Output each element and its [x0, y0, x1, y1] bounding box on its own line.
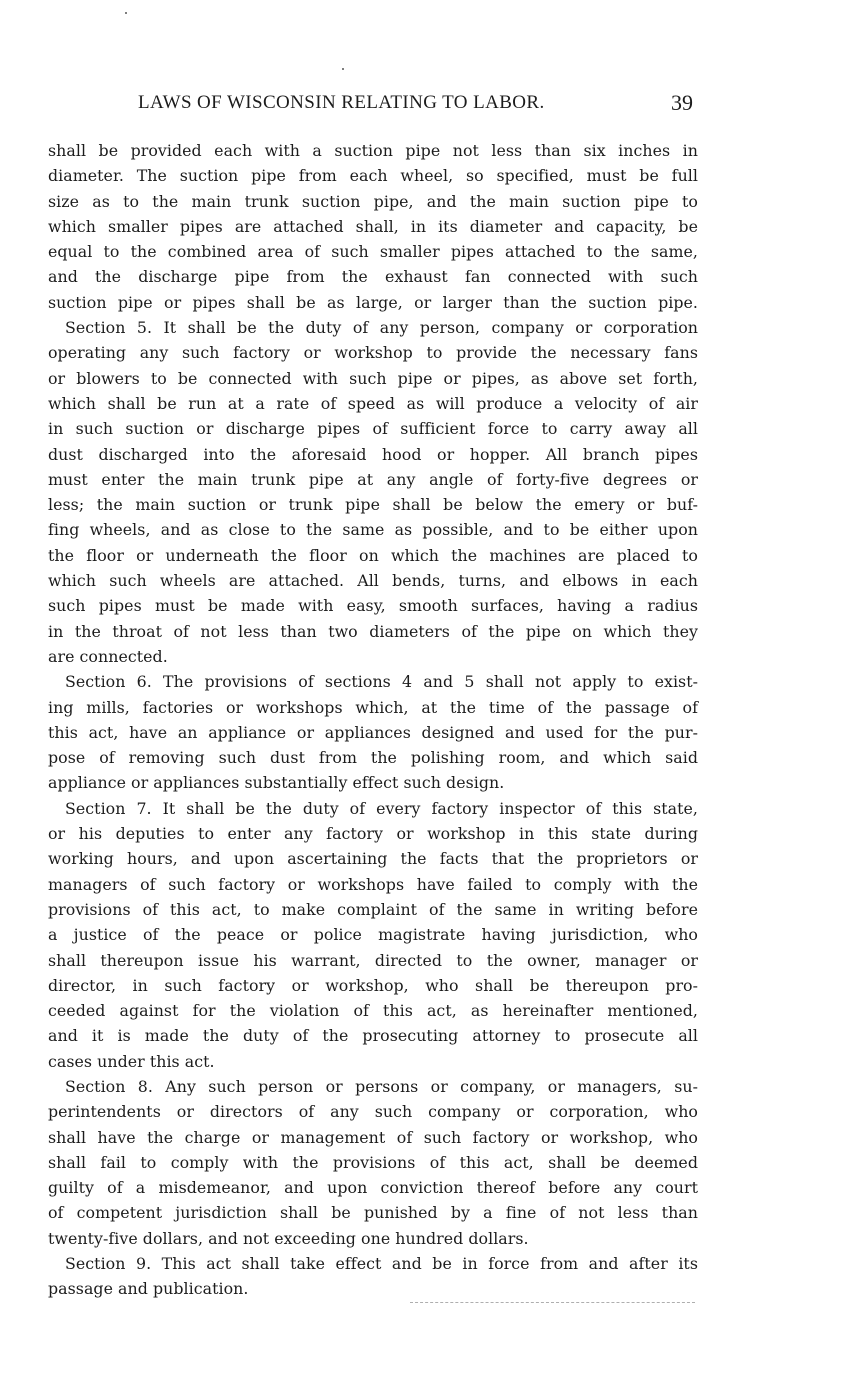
text-line: shall thereupon issue his warrant, directed to the owner, manager or: [48, 950, 698, 970]
text-line: shall fail to comply with the provisions of this act, shall be deemed: [48, 1152, 698, 1172]
text-line: cases under this act.: [48, 1051, 215, 1071]
paragraph-section-9: [48, 1251, 698, 1302]
body-text: [48, 138, 698, 1302]
text-line: of competent jurisdiction shall be punished by a fine of not less than: [48, 1203, 698, 1223]
text-line: twenty-five dollars, and not exceeding one hundred dollars.: [48, 1228, 529, 1248]
text-line: fing wheels, and as close to the same as possible, and to be either upon: [48, 520, 698, 540]
text-line: appliance or appliances substantially effect such design.: [48, 773, 505, 793]
text-line: are connected.: [48, 646, 168, 666]
text-line: suction pipe or pipes shall be as large, or larger than the suction pipe.: [48, 292, 698, 312]
text-line: equal to the combined area of such smaller pipes attached to the same,: [48, 242, 698, 262]
paragraph-section-8: [48, 1074, 698, 1251]
text-line: Section 5. It shall be the duty of any person, company or corporation: [65, 318, 698, 338]
running-head: LAWS OF WISCONSIN RELATING TO LABOR.: [138, 92, 545, 113]
print-speck: [125, 12, 127, 14]
text-line: diameter. The suction pipe from each wheel, so specified, must be full: [48, 166, 698, 186]
text-line: ing mills, factories or workshops which, at the time of the passage of: [48, 697, 698, 717]
text-line: shall be provided each with a suction pipe not less than six inches in: [48, 141, 698, 160]
text-line: which smaller pipes are attached shall, in its diameter and capacity, be: [48, 216, 698, 236]
text-line: the floor or underneath the floor on which the machines are placed to: [48, 545, 698, 565]
text-line: managers of such factory or workshops have failed to comply with the: [48, 874, 698, 894]
text-line: this act, have an appliance or appliances designed and used for the pur-: [48, 722, 698, 742]
text-line: and it is made the duty of the prosecuting attorney to prosecute all: [48, 1026, 698, 1046]
paragraph-section-6: [48, 669, 698, 795]
print-speck: [342, 68, 344, 70]
text-line: ceeded against for the violation of this act, as hereinafter mentioned,: [48, 1001, 698, 1021]
text-line: must enter the main trunk pipe at any angle of forty-five degrees or: [48, 469, 698, 489]
text-line: shall have the charge or management of such factory or workshop, who: [48, 1127, 698, 1147]
text-line: which such wheels are attached. All bends, turns, and elbows in each: [48, 571, 698, 591]
text-line: size as to the main trunk suction pipe, and the main suction pipe to: [48, 191, 698, 211]
text-line: working hours, and upon ascertaining the facts that the proprietors or: [48, 849, 698, 869]
text-line: director, in such factory or workshop, who shall be thereupon pro-: [48, 975, 698, 995]
text-line: Section 7. It shall be the duty of every factory inspector of this state,: [65, 798, 698, 818]
text-line: Section 6. The provisions of sections 4 and 5 shall not apply to exist-: [65, 672, 698, 692]
paragraph-section-7: [48, 796, 698, 1074]
text-line: Section 9. This act shall take effect and be in force from and after its: [65, 1254, 698, 1274]
page-header: [0, 92, 862, 120]
paragraph-section-5: [48, 315, 698, 669]
text-line: perintendents or directors of any such company or corporation, who: [48, 1102, 698, 1122]
text-line: and the discharge pipe from the exhaust fan connected with such: [48, 267, 698, 287]
text-line: operating any such factory or workshop to provide the necessary fans: [48, 343, 698, 363]
text-line: in the throat of not less than two diameters of the pipe on which they: [48, 621, 698, 641]
text-line: less; the main suction or trunk pipe shall be below the emery or buf-: [48, 495, 698, 515]
text-line: pose of removing such dust from the polishing room, and which said: [48, 748, 698, 768]
text-line: guilty of a misdemeanor, and upon conviction thereof before any court: [48, 1178, 698, 1198]
text-line: or his deputies to enter any factory or workshop in this state during: [48, 824, 698, 844]
print-rule-mark: [410, 1302, 695, 1307]
text-line: passage and publication.: [48, 1279, 249, 1299]
paragraph-continuation: [48, 138, 698, 315]
text-line: dust discharged into the aforesaid hood or hopper. All branch pipes: [48, 444, 698, 464]
text-line: such pipes must be made with easy, smooth surfaces, having a radius: [48, 596, 698, 616]
text-line: or blowers to be connected with such pipe or pipes, as above set forth,: [48, 368, 698, 388]
text-line: which shall be run at a rate of speed as will produce a velocity of air: [48, 393, 698, 413]
text-line: a justice of the peace or police magistrate having jurisdiction, who: [48, 925, 698, 945]
page-number: 39: [671, 90, 693, 115]
text-line: provisions of this act, to make complaint of the same in writing before: [48, 899, 698, 919]
text-line: Section 8. Any such person or persons or company, or managers, su-: [65, 1076, 698, 1096]
text-line: in such suction or discharge pipes of sufficient force to carry away all: [48, 419, 698, 439]
